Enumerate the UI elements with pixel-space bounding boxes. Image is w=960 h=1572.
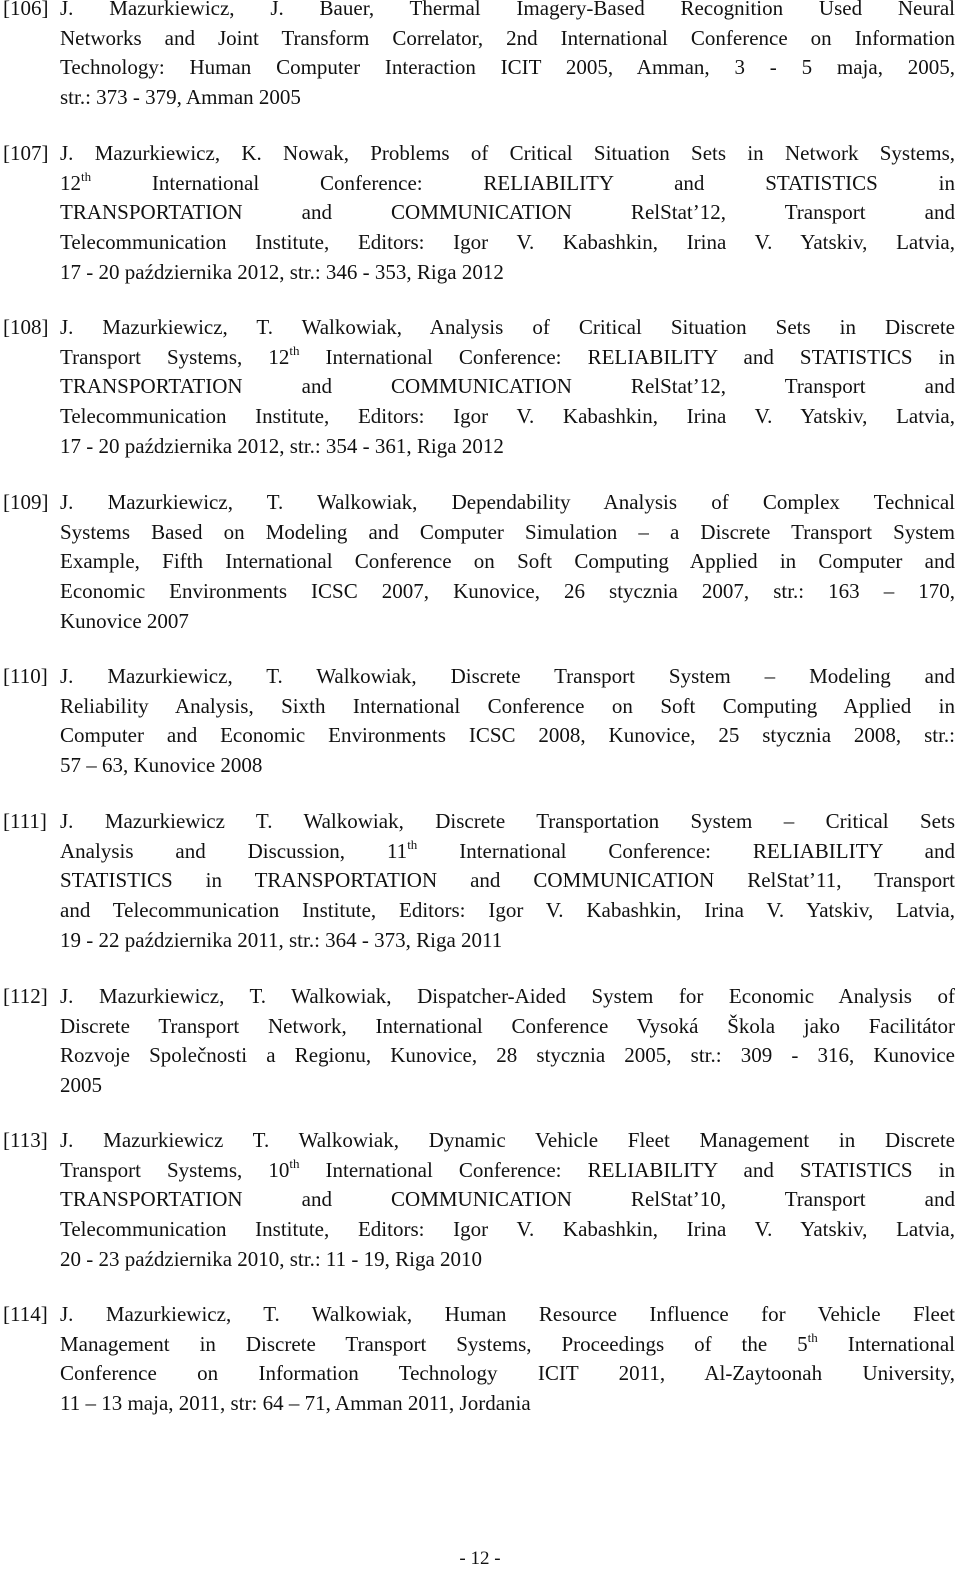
reference-text-segment: 19 - 22 października 2011, str.: 364 - 373, Riga 2011	[60, 927, 503, 952]
reference-number: [113]	[3, 1128, 48, 1152]
reference-text-segment: Rozvoje Společnosti a Regionu, Kunovice, 28 stycznia 2005, str.: 309 - 316, Kunovice	[60, 1043, 955, 1068]
reference-text-segment: Economic Environments ICSC 2007, Kunovice, 26 stycznia 2007, str.: 163 – 170,	[60, 579, 955, 604]
reference-line	[60, 1041, 955, 1071]
reference-line	[60, 1185, 955, 1215]
reference-text-segment: 12	[60, 170, 81, 195]
reference-text	[60, 313, 955, 461]
reference-text-segment: J. Mazurkiewicz, T. Walkowiak, Analysis of Critical Situation Sets in Discrete	[60, 315, 955, 339]
reference-text	[60, 0, 955, 113]
reference-line	[60, 547, 955, 577]
reference-text-segment: TRANSPORTATION and COMMUNICATION RelStat’12, Transport and	[60, 200, 955, 225]
reference-number: [110]	[3, 664, 48, 688]
reference-number: [112]	[3, 984, 48, 1008]
reference-line	[60, 866, 955, 896]
reference-text-segment: International	[817, 1331, 955, 1356]
reference-line	[60, 228, 955, 258]
reference-text-segment: Reliability Analysis, Sixth International Conference on Soft Computing Applied in	[60, 693, 955, 718]
reference-text-segment: TRANSPORTATION and COMMUNICATION RelStat’12, Transport and	[60, 374, 955, 399]
page-number: - 12 -	[459, 1548, 501, 1569]
reference-text-segment: Kunovice 2007	[60, 608, 189, 633]
reference-entry	[3, 662, 955, 781]
reference-line	[60, 432, 955, 462]
reference-line	[60, 1012, 955, 1042]
reference-line	[60, 169, 955, 199]
reference-line	[60, 1245, 955, 1275]
reference-text-segment: Analysis and Discussion, 11	[60, 838, 408, 863]
reference-line	[60, 807, 955, 837]
reference-line	[60, 258, 955, 288]
reference-text-segment: J. Mazurkiewicz, T. Walkowiak, Dependability Analysis of Complex Technical	[60, 490, 955, 514]
ordinal-superscript: th	[407, 836, 418, 852]
reference-number: [109]	[3, 490, 49, 514]
reference-line	[60, 83, 955, 113]
reference-line	[60, 721, 955, 751]
reference-text	[60, 488, 955, 636]
reference-line	[60, 607, 955, 637]
reference-text-segment: Technology: Human Computer Interaction ICIT 2005, Amman, 3 - 5 maja, 2005,	[60, 55, 955, 80]
reference-number: [108]	[3, 315, 49, 339]
ordinal-superscript: th	[289, 342, 300, 358]
reference-text-segment: J. Mazurkiewicz, T. Walkowiak, Human Resource Influence for Vehicle Fleet	[60, 1302, 955, 1326]
reference-line	[60, 1359, 955, 1389]
reference-line	[60, 837, 955, 867]
reference-text-segment: Transport Systems, 10	[60, 1157, 290, 1182]
reference-text-segment: Telecommunication Institute, Editors: Igor V. Kabashkin, Irina V. Yatskiv, Latvia,	[60, 404, 955, 429]
reference-text-segment: Conference on Information Technology ICIT 2011, Al-Zaytoonah University,	[60, 1361, 955, 1386]
reference-line	[60, 198, 955, 228]
reference-text-segment: Telecommunication Institute, Editors: Igor V. Kabashkin, Irina V. Yatskiv, Latvia,	[60, 230, 955, 255]
reference-text-segment: Transport Systems, 12	[60, 344, 290, 369]
reference-number: [106]	[3, 0, 49, 20]
reference-number: [114]	[3, 1302, 48, 1326]
reference-text-segment: 20 - 23 października 2010, str.: 11 - 19, Riga 2010	[60, 1246, 483, 1271]
reference-text-segment: Computer and Economic Environments ICSC 2008, Kunovice, 25 stycznia 2008, str.:	[60, 723, 955, 748]
reference-text-segment: International Conference: RELIABILITY and STATISTICS in	[299, 1157, 955, 1182]
reference-text-segment: TRANSPORTATION and COMMUNICATION RelStat’10, Transport and	[60, 1187, 955, 1212]
reference-line	[60, 24, 955, 54]
reference-text-segment: International Conference: RELIABILITY and STATISTICS in	[299, 344, 955, 369]
reference-text	[60, 807, 955, 955]
reference-line	[60, 139, 955, 169]
reference-text-segment: J. Mazurkiewicz, T. Walkowiak, Discrete Transport System – Modeling and	[60, 664, 955, 688]
reference-text	[60, 1126, 955, 1274]
reference-text	[60, 982, 955, 1101]
reference-line	[60, 372, 955, 402]
reference-text-segment: J. Mazurkiewicz T. Walkowiak, Dynamic Vehicle Fleet Management in Discrete	[60, 1128, 955, 1152]
reference-line	[60, 1330, 955, 1360]
reference-number: [107]	[3, 141, 49, 165]
reference-line	[60, 313, 955, 343]
reference-text-segment: J. Mazurkiewicz, K. Nowak, Problems of Critical Situation Sets in Network Systems,	[60, 141, 955, 165]
reference-line	[60, 402, 955, 432]
reference-entry	[3, 982, 955, 1101]
reference-line	[60, 896, 955, 926]
reference-number: [111]	[3, 809, 47, 833]
reference-text	[60, 1300, 955, 1419]
reference-text-segment: Management in Discrete Transport Systems, Proceedings of the 5	[60, 1331, 808, 1356]
reference-text-segment: 2005	[60, 1073, 102, 1098]
reference-entry	[3, 0, 955, 113]
reference-text-segment: Telecommunication Institute, Editors: Igor V. Kabashkin, Irina V. Yatskiv, Latvia,	[60, 1217, 955, 1242]
reference-text-segment: International Conference: RELIABILITY and	[417, 838, 956, 863]
reference-entry	[3, 1300, 955, 1419]
reference-line	[60, 1156, 955, 1186]
reference-text-segment: Systems Based on Modeling and Computer Simulation – a Discrete Transport System	[60, 519, 955, 544]
reference-entry	[3, 1126, 955, 1274]
reference-line	[60, 1300, 955, 1330]
reference-text-segment: 57 – 63, Kunovice 2008	[60, 753, 263, 778]
reference-line	[60, 1215, 955, 1245]
reference-text-segment: and Telecommunication Institute, Editors: Igor V. Kabashkin, Irina V. Yatskiv, Latvia,	[60, 898, 955, 923]
reference-line	[60, 662, 955, 692]
ordinal-superscript: th	[81, 168, 92, 184]
reference-text-segment: International Conference: RELIABILITY and STATISTICS in	[91, 170, 955, 195]
reference-text-segment: J. Mazurkiewicz, J. Bauer, Thermal Imagery-Based Recognition Used Neural	[60, 0, 955, 20]
reference-entry	[3, 313, 955, 461]
reference-text	[60, 662, 955, 781]
reference-line	[60, 982, 955, 1012]
reference-entry	[3, 488, 955, 636]
reference-text-segment: Discrete Transport Network, International Conference Vysoká Škola jako Facilitátor	[60, 1013, 955, 1038]
reference-text-segment: 17 - 20 października 2012, str.: 354 - 361, Riga 2012	[60, 433, 504, 458]
ordinal-superscript: th	[807, 1329, 818, 1345]
reference-line	[60, 343, 955, 373]
reference-line	[60, 1389, 955, 1419]
reference-text-segment: STATISTICS in TRANSPORTATION and COMMUNICATION RelStat’11, Transport	[60, 868, 955, 893]
reference-line	[60, 751, 955, 781]
reference-line	[60, 577, 955, 607]
reference-text-segment: 11 – 13 maja, 2011, str: 64 – 71, Amman 2011, Jordania	[60, 1391, 531, 1416]
reference-text-segment: Example, Fifth International Conference on Soft Computing Applied in Computer and	[60, 549, 955, 574]
reference-text-segment: str.: 373 - 379, Amman 2005	[60, 85, 301, 110]
reference-text-segment: Networks and Joint Transform Correlator, 2nd International Conference on Information	[60, 25, 955, 50]
reference-entry	[3, 807, 955, 955]
reference-line	[60, 518, 955, 548]
reference-line	[60, 926, 955, 956]
reference-text-segment: J. Mazurkiewicz T. Walkowiak, Discrete Transportation System – Critical Sets	[60, 809, 955, 833]
reference-text-segment: J. Mazurkiewicz, T. Walkowiak, Dispatcher-Aided System for Economic Analysis of	[60, 984, 955, 1008]
reference-text	[60, 139, 955, 287]
reference-line	[60, 692, 955, 722]
reference-line	[60, 0, 955, 24]
reference-line	[60, 53, 955, 83]
reference-line	[60, 1126, 955, 1156]
ordinal-superscript: th	[289, 1155, 300, 1171]
reference-entry	[3, 139, 955, 287]
reference-text-segment: 17 - 20 października 2012, str.: 346 - 353, Riga 2012	[60, 259, 504, 284]
reference-line	[60, 488, 955, 518]
reference-line	[60, 1071, 955, 1101]
